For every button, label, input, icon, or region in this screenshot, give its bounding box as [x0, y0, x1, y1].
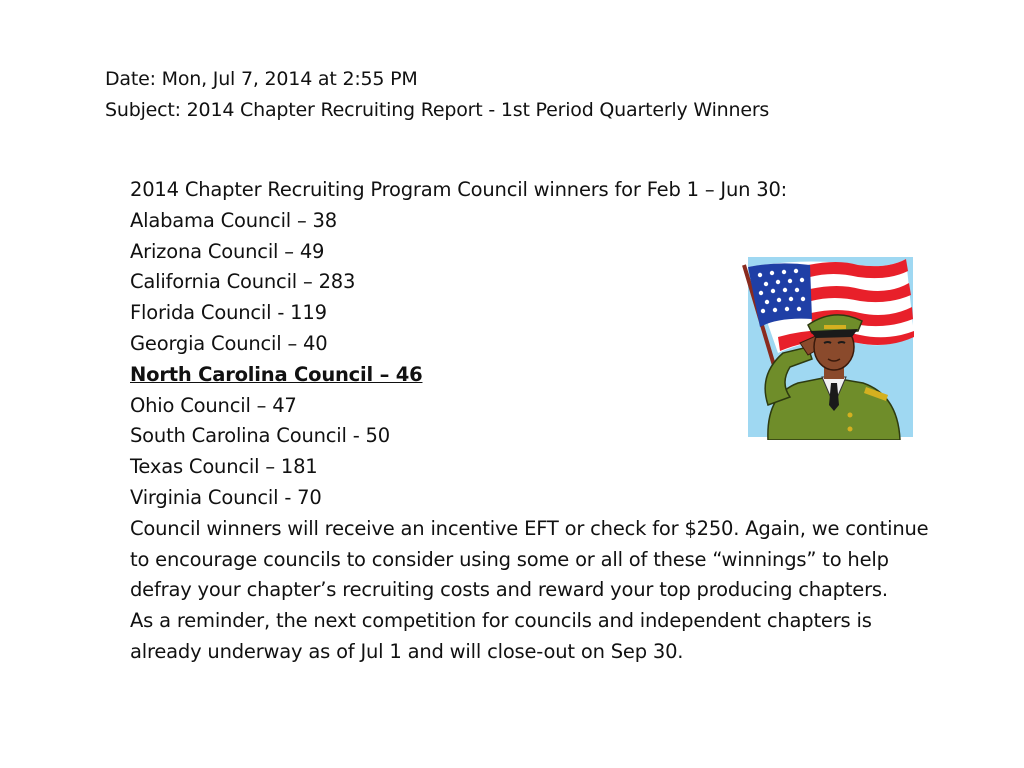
winner-item: Georgia Council – 40: [130, 331, 328, 355]
intro-line: 2014 Chapter Recruiting Program Council winners for Feb 1 – Jun 30:: [130, 178, 788, 201]
email-header: [105, 64, 769, 126]
winner-item: Virginia Council - 70: [130, 485, 322, 509]
winner-item: California Council – 283: [130, 270, 356, 294]
incentive-paragraph: Council winners will receive an incentive EFT or check for $250. Again, we continue to encourage councils to consider using some or all of these “winnings” to help defray your chapter’s recruiting costs and reward your top producing chapters.: [130, 516, 929, 602]
reminder-paragraph: As a reminder, the next competition for councils and independent chapters is already underway as of Jul 1 and will close-out on Sep 30.: [130, 609, 872, 663]
uniform-button: [848, 427, 853, 432]
email-subject: Subject: 2014 Chapter Recruiting Report - 1st Period Quarterly Winners: [105, 99, 770, 121]
winner-item: Ohio Council – 47: [130, 393, 297, 417]
winner-item: Florida Council - 119: [130, 301, 327, 325]
cap-band: [824, 325, 846, 329]
winner-item: Texas Council – 181: [130, 455, 318, 479]
email-date: Date: Mon, Jul 7, 2014 at 2:55 PM: [105, 68, 418, 90]
uniform-button: [848, 413, 853, 418]
winner-item: Arizona Council – 49: [130, 239, 325, 263]
winner-item: South Carolina Council - 50: [130, 424, 390, 448]
winner-item: Alabama Council – 38: [130, 208, 337, 232]
winner-item-highlighted: North Carolina Council – 46: [130, 362, 423, 386]
saluting-soldier-with-flag-icon: [738, 255, 918, 440]
